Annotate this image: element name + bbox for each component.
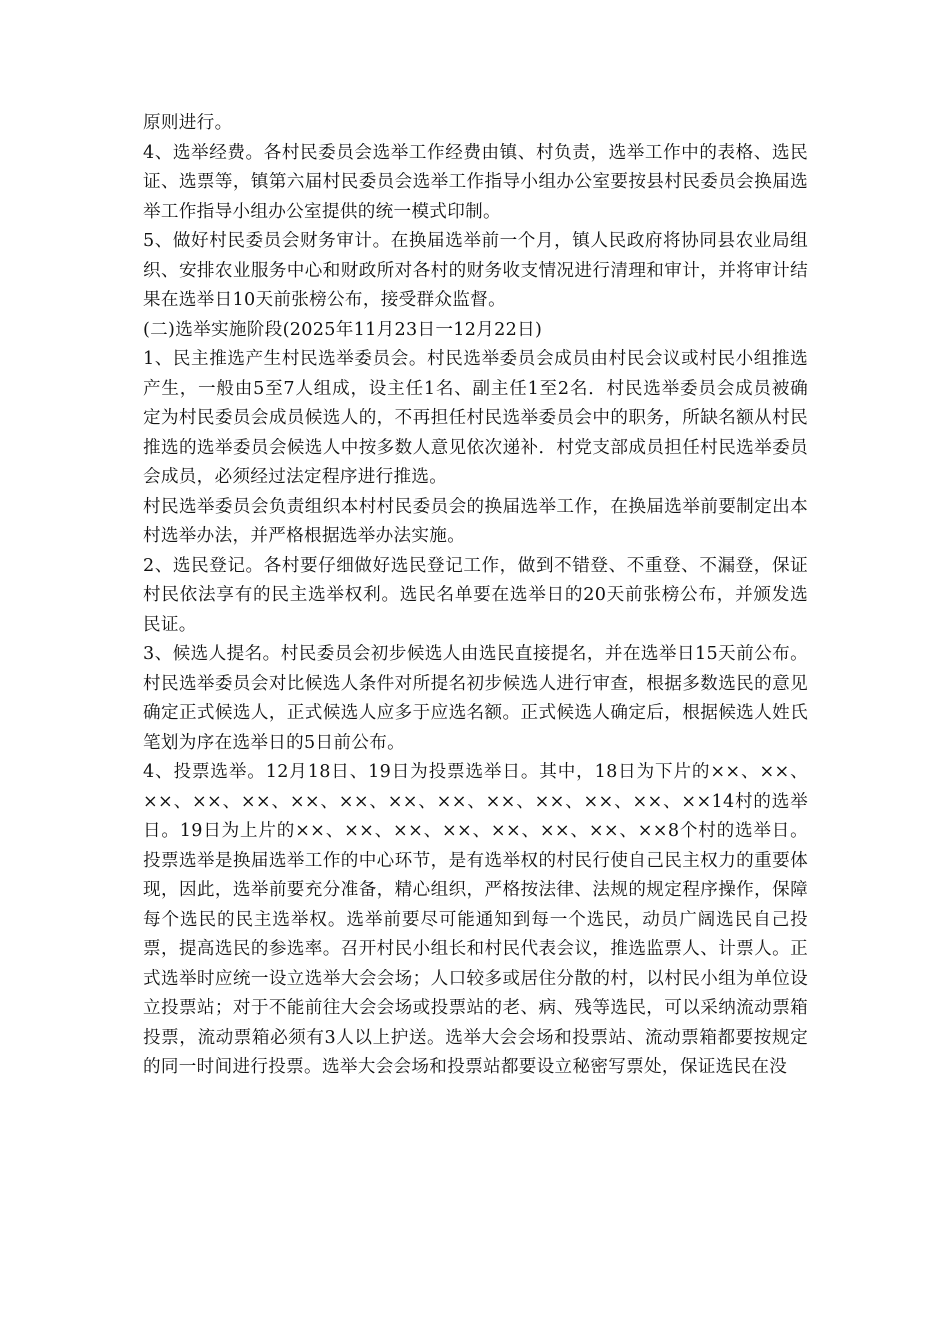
paragraph-voter-registration: 2、选民登记。各村要仔细做好选民登记工作，做到不错登、不重登、不漏登，保证村民依法享有的民主选举权利。选民名单要在选举日的20天前张榜公布，并颁发选民证。 [143, 555, 808, 635]
paragraph-principle-end: 原则进行。 [143, 113, 233, 133]
paragraph-election-funding: 4、选举经费。各村民委员会选举工作经费由镇、村负责，选举工作中的表格、选民证、选票等，镇第六届村民委员会选举工作指导小组办公室要按县村民委员会换届选举工作指导小组办公室提供的统一模式印制。 [143, 142, 808, 222]
document-body [143, 109, 808, 1083]
paragraph-voting: 4、投票选举。12月18日、19日为投票选举日。其中，18日为下片的××、××、××、××、××、××、××、××、××、××、××、××、××、××14村的选举日。19日为上片的××、××、××、××、××、××、××、××8个村的选举日。投票选举是换届选举工作的中心环节，是有选举权的村民行使自己民主权力的重要体现，因此，选举前要充分准备，精心组织，严格按法律、法规的规定程序操作，保障每个选民的民主选举权。选举前要尽可能通知到每一个选民，动员广阔选民自己投票，提高选民的参选率。召开村民小组长和村民代表会议，推选监票人、计票人。正式选举时应统一设立选举大会会场；人口较多或居住分散的村，以村民小组为单位设立投票站；对于不能前往大会会场或投票站的老、病、残等选民，可以采纳流动票箱投票，流动票箱必须有3人以上护送。选举大会会场和投票站、流动票箱都要按规定的同一时间进行投票。选举大会会场和投票站都要设立秘密写票处，保证选民在没 [143, 762, 808, 1077]
paragraph-financial-audit: 5、做好村民委员会财务审计。在换届选举前一个月，镇人民政府将协同县农业局组织、安排农业服务中心和财政所对各村的财务收支情况进行清理和审计，并将审计结果在选举日10天前张榜公布，接受群众监督。 [143, 231, 808, 310]
section-heading-implementation-stage: (二)选举实施阶段(2025年11月23日一12月22日) [143, 319, 543, 340]
paragraph-committee-duties: 村民选举委员会负责组织本村村民委员会的换届选举工作，在换届选举前要制定出本村选举办法，并严格根据选举办法实施。 [143, 496, 808, 546]
paragraph-election-committee: 1、民主推选产生村民选举委员会。村民选举委员会成员由村民会议或村民小组推选产生，一般由5至7人组成，设主任1名、副主任1至2名．村民选举委员会成员被确定为村民委员会成员候选人的，不再担任村民选举委员会中的职务，所缺名额从村民推选的选举委员会候选人中按多数人意见依次递补．村党支部成员担任村民选举委员会成员，必须经过法定程序进行推选。 [143, 349, 808, 487]
paragraph-candidate-nomination: 3、候选人提名。村民委员会初步候选人由选民直接提名，并在选举日15天前公布。村民选举委员会对比候选人条件对所提名初步候选人进行审查，根据多数选民的意见确定正式候选人，正式候选人应多于应选名额。正式候选人确定后，根据候选人姓氏笔划为序在选举日的5日前公布。 [143, 644, 808, 753]
